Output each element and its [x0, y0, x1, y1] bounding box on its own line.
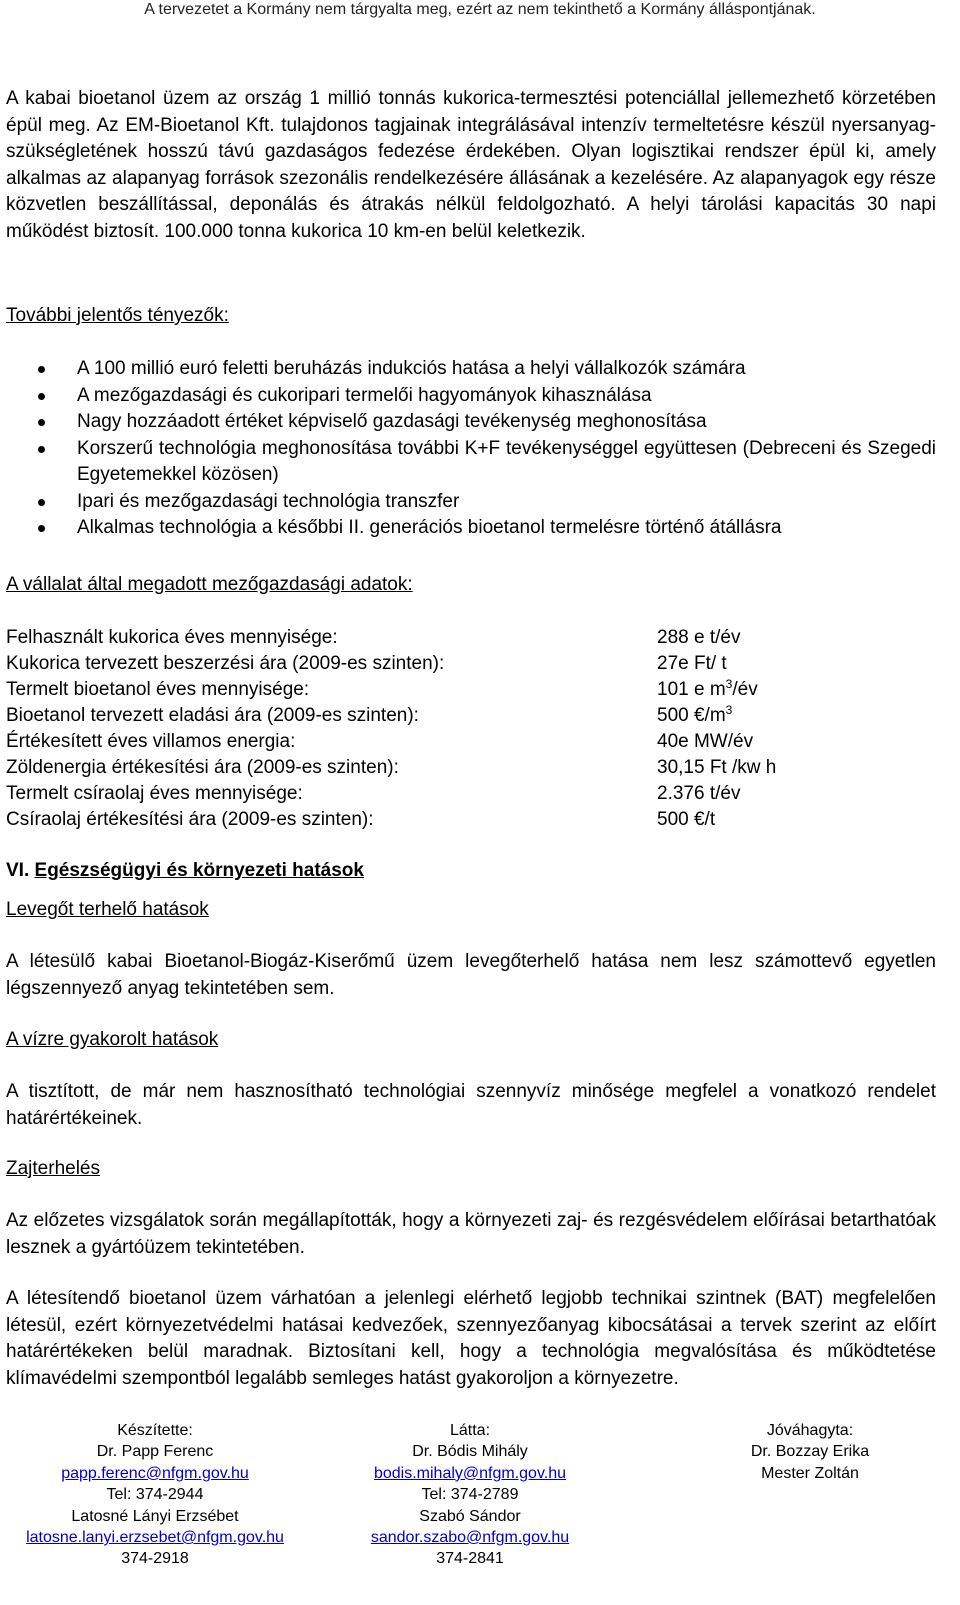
table-row: Bioetanol tervezett eladási ára (2009-es szinten): 500 $€/m^3$ — [6, 703, 733, 726]
seen-tel-1: Tel: 374-2789 — [421, 1486, 519, 1504]
prepared-email-2-link[interactable]: latosne.lanyi.erzsebet@nfgm.gov.hu — [26, 1529, 284, 1547]
air-heading: Levegőt terhelő hatások — [6, 899, 209, 920]
page-header-disclaimer: A tervezetet a Kormány nem tárgyalta meg, ezért az nem tekinthető a Kormány álláspontjának. — [144, 1, 816, 18]
noise-paragraph: Az előzetes vizsgálatok során megállapították, hogy a környezeti zaj- és rezgésvédelem előírásai betarthatóak lesznek a gyártóüzem tekintetében. — [6, 1210, 936, 1258]
table-row: Csíraolaj értékesítési ára (2009-es szinten): 500 €/t — [6, 809, 716, 830]
list-item: Nagy hozzáadott értéket képviselő gazdasági tevékenység meghonosítása — [0, 409, 936, 436]
table-row: Zöldenergia értékesítési ára (2009-es szinten): 30,15 Ft /kw h — [6, 757, 777, 778]
list-item: Ipari és mezőgazdasági technológia transzfer — [0, 489, 936, 516]
table-row: Kukorica tervezett beszerzési ára (2009-es szinten): 27e Ft/ t — [6, 653, 727, 674]
prepared-name-1: Dr. Papp Ferenc — [96, 1443, 214, 1461]
seen-name-2: Szabó Sándor — [419, 1507, 521, 1525]
seen-label: Látta: — [449, 1422, 491, 1439]
factors-list — [0, 356, 936, 542]
section-vi-title: VI. Egészségügyi és környezeti hatások — [6, 860, 364, 881]
signature-footer — [0, 1420, 960, 1605]
approved-by-column — [730, 1420, 890, 1484]
approved-name-2: Mester Zoltán — [761, 1464, 859, 1482]
seen-email-1-link[interactable]: bodis.mihaly@nfgm.gov.hu — [373, 1464, 567, 1482]
water-heading: A vízre gyakorolt hatások — [6, 1029, 219, 1050]
seen-by-column — [345, 1420, 595, 1570]
water-paragraph: A tisztított, de már nem hasznosítható technológiai szennyvíz minősége megfelel a vonatkozó rendelet határértékeinek. — [6, 1081, 936, 1129]
seen-email-2-link[interactable]: sandor.szabo@nfgm.gov.hu — [370, 1529, 570, 1547]
list-item: A mezőgazdasági és cukoripari termelői hagyományok kihasználása — [0, 383, 936, 410]
factors-heading: További jelentős tényezők: — [6, 305, 229, 326]
bat-paragraph: A létesítendő bioetanol üzem várhatóan a jelenlegi elérhető legjobb technikai szintnek (BAT) megfelelően létesül, ezért környezetvédelmi hatásai kedvezőek, szennyezőanyag kibocsátásai a tervek szerint az előírt határértékeken belül maradnak. Biztosítani kell, hogy a technológia megvalósítása és működtetése klímavédelmi szempontból legalább semleges hatást gyakoroljon a környezetre. — [6, 1288, 936, 1389]
list-item: A 100 millió euró feletti beruházás indukciós hatása a helyi vállalkozók számára — [0, 356, 936, 383]
prepared-email-1-link[interactable]: papp.ferenc@nfgm.gov.hu — [61, 1464, 249, 1482]
seen-name-1: Dr. Bódis Mihály — [412, 1443, 528, 1461]
prepared-by-column — [0, 1420, 310, 1570]
table-row: Értékesített éves villamos energia: 40e MW/év — [6, 731, 754, 752]
bullet-icon — [38, 525, 45, 532]
bullet-icon — [38, 393, 45, 400]
bullet-icon — [38, 366, 45, 373]
list-item: Alkalmas technológia a későbbi II. generációs bioetanol termelésre történő átállásra — [0, 515, 936, 542]
list-item: Korszerű technológia meghonosítása további K+F tevékenységgel együttesen (Debreceni és Szegedi Egyetemekkel közösen) — [0, 436, 936, 489]
table-row: Termelt csíraolaj éves mennyisége: 2.376 t/év — [6, 783, 741, 804]
noise-heading: Zajterhelés — [6, 1158, 100, 1179]
agri-data-heading: A vállalat által megadott mezőgazdasági adatok: — [6, 574, 413, 595]
bullet-icon — [38, 499, 45, 506]
table-row: Termelt bioetanol éves mennyisége: 101 e $m^3/év$ — [6, 677, 758, 700]
bullet-icon — [38, 419, 45, 426]
agri-data-table — [6, 625, 906, 833]
table-row: Felhasznált kukorica éves mennyisége: 288 e t/év — [6, 627, 741, 648]
seen-tel-2: 374-2841 — [436, 1550, 504, 1568]
approved-label: Jóváhagyta: — [766, 1422, 854, 1439]
air-paragraph: A létesülő kabai Bioetanol-Biogáz-Kiserőmű üzem levegőterhelő hatása nem lesz számottevő egyetlen légszennyező anyag tekintetében sem. — [6, 951, 936, 999]
prepared-tel-2: 374-2918 — [121, 1550, 189, 1568]
prepared-label: Készítette: — [117, 1422, 193, 1439]
intro-paragraph: A kabai bioetanol üzem az ország 1 millió tonnás kukorica-termesztési potenciállal jellemezhető körzetében épül meg. Az EM-Bioetanol Kft. tulajdonos tagjainak integrálásával intenzív termeltetésre készül nyersanyag-szükségletének hosszú távú gazdaságos fedezése érdekében. Olyan logisztikai rendszer épül ki, amely alkalmas az alapanyag források szezonális rendelkezésére állásának a kezelésére. Az alapanyagok egy része közvetlen beszállítással, deponálás és átrakás nélkül feldolgozható. A helyi tárolási kapacitás 30 napi működést biztosít. 100.000 tonna kukorica 10 km-en belül keletkezik. — [6, 88, 936, 242]
prepared-name-2: Latosné Lányi Erzsébet — [71, 1507, 239, 1525]
approved-name-1: Dr. Bozzay Erika — [750, 1443, 870, 1461]
bullet-icon — [38, 446, 45, 453]
prepared-tel-1: Tel: 374-2944 — [106, 1486, 204, 1504]
